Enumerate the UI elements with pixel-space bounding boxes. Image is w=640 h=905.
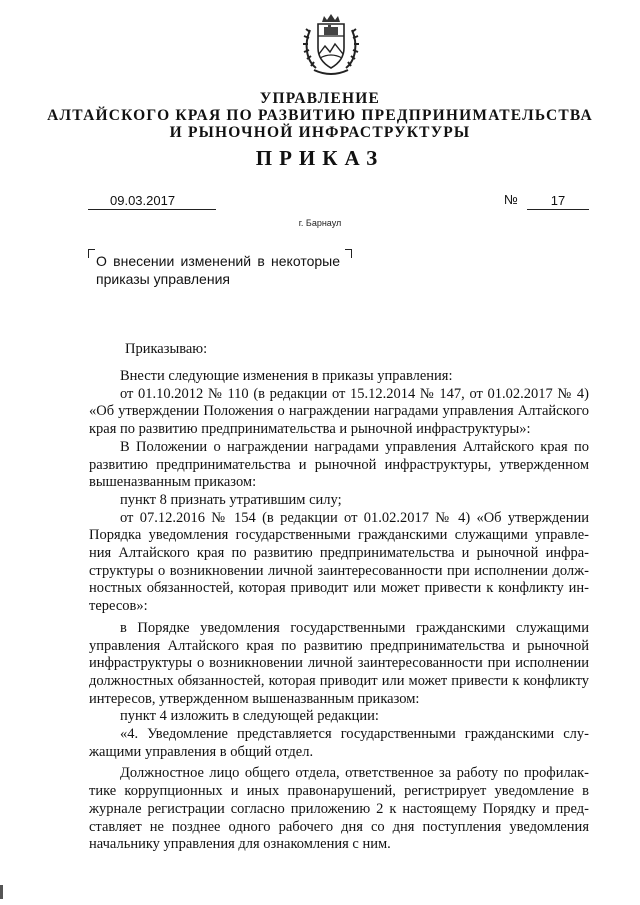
body-line: от 01.10.2012 № 110 (в редакции от 15.12.2014 № 147, от 01.02.2017 № 4) bbox=[120, 385, 589, 402]
body-line: «4. Уведомление представляется государственными гражданскими слу- bbox=[120, 726, 589, 743]
scan-edge-mark bbox=[0, 885, 3, 899]
body-line: структуры о возникновении личной заинтересованности при исполнении долж- bbox=[89, 562, 589, 579]
body-line: пункт 8 признать утратившим силу; bbox=[120, 491, 342, 508]
body-line: от 07.12.2016 № 154 (в редакции от 01.02.2017 № 4) «Об утверждении bbox=[120, 509, 589, 526]
body-line: В Положении о награждении наградами управления Алтайского края по bbox=[120, 438, 589, 455]
order-number: 17 bbox=[527, 193, 589, 210]
subject-line-1: О внесении изменений в некоторые bbox=[96, 253, 340, 269]
body-line: начальнику управления для ознакомления с ним. bbox=[89, 836, 391, 853]
order-subject bbox=[96, 252, 352, 288]
body-line: инфраструктуры о возникновении личной заинтересованности при исполнении bbox=[89, 655, 589, 672]
body-line: тике коррупционных и иных правонарушений, регистрирует уведомление в bbox=[89, 783, 589, 800]
body-line: должностных обязанностей, которая приводит или может привести к конфликту bbox=[89, 672, 589, 689]
subject-line-2: приказы управления bbox=[96, 271, 230, 287]
body-line: управления Алтайского края по развитию предпринимательства и рыночной bbox=[89, 637, 589, 654]
bracket-left-mark bbox=[88, 249, 95, 258]
body-line: ния Алтайского края по развитию предпринимательства и рыночной инфра- bbox=[89, 545, 589, 562]
body-line: Порядка уведомления государственными гражданскими служащими управле- bbox=[89, 527, 589, 544]
body-line: жащими управления в общий отдел. bbox=[89, 743, 314, 760]
body-line: вышеназванным приказом: bbox=[89, 474, 257, 491]
body-line: ставляет не позднее одного рабочего дня со дня поступления уведомления bbox=[89, 818, 589, 835]
body-line: развитию предпринимательства и рыночной инфраструктуры, утвержденном bbox=[89, 456, 589, 473]
header-line-3: И РЫНОЧНОЙ ИНФРАСТРУКТУРЫ bbox=[169, 124, 471, 141]
body-line: журнале регистрации согласно приложению 2 к настоящему Порядку и пред- bbox=[89, 800, 589, 817]
order-date: 09.03.2017 bbox=[88, 193, 216, 210]
body-line: края по развитию предпринимательства и рыночной инфраструктуры»: bbox=[89, 421, 531, 438]
body-line: Внести следующие изменения в приказы управления: bbox=[120, 368, 453, 384]
body-line: ностных обязанностей, которая приводит или может привести к конфликту ин- bbox=[89, 580, 589, 597]
body-line: интересов, утвержденном вышеназванным приказом: bbox=[89, 690, 420, 707]
coat-of-arms-icon bbox=[302, 12, 360, 78]
body-line: в Порядке уведомления государственными гражданскими служащими bbox=[120, 619, 589, 636]
document-title: ПРИКАЗ bbox=[255, 146, 385, 170]
order-number-label: № bbox=[504, 192, 518, 207]
city-label: г. Барнаул bbox=[298, 218, 342, 228]
order-body bbox=[89, 368, 589, 854]
body-line: Должностное лицо общего отдела, ответственное за работу по профилак- bbox=[120, 765, 589, 782]
bracket-right-mark bbox=[345, 249, 352, 258]
body-line: пункт 4 изложить в следующей редакции: bbox=[120, 708, 379, 725]
body-line: «Об утверждении Положения о награждении наградами управления Алтайского bbox=[89, 403, 589, 420]
header-line-2: АЛТАЙСКОГО КРАЯ ПО РАЗВИТИЮ ПРЕДПРИНИМАТЕЛЬСТВА bbox=[47, 107, 593, 124]
order-directive: Приказываю: bbox=[125, 341, 208, 357]
header-line-1: УПРАВЛЕНИЕ bbox=[259, 90, 381, 107]
body-line: тересов»: bbox=[89, 598, 148, 615]
agency-header bbox=[0, 90, 640, 141]
